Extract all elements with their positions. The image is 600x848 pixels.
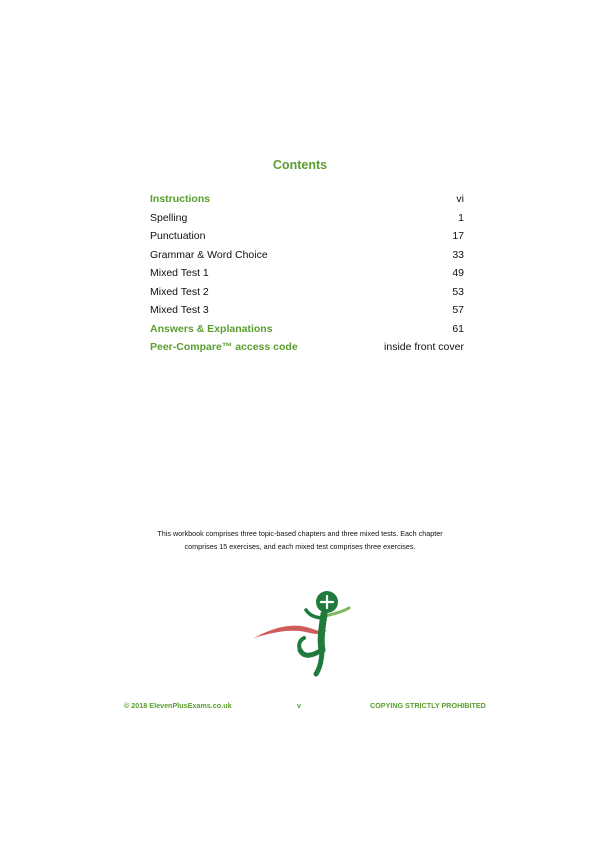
toc-entry-label: Grammar & Word Choice (150, 248, 268, 261)
workbook-note-line-1: This workbook comprises three topic-based chapters and three mixed tests. Each chapter (157, 529, 443, 538)
toc-entry-grammar[interactable] (150, 249, 464, 268)
contents-list (150, 193, 464, 360)
footer-copyright: © 2018 ElevenPlusExams.co.uk (124, 701, 232, 710)
runner-mascot-icon (252, 588, 352, 678)
toc-entry-label: Spelling (150, 211, 188, 224)
toc-entry-instructions[interactable] (150, 193, 464, 212)
toc-entry-label: Mixed Test 1 (150, 267, 209, 279)
toc-entry-spelling[interactable] (150, 212, 464, 231)
toc-entry-page: 57 (452, 304, 464, 316)
toc-entry-label: Mixed Test 3 (150, 304, 209, 316)
toc-entry-mixed-test-3[interactable] (150, 304, 464, 323)
toc-entry-mixed-test-2[interactable] (150, 286, 464, 305)
toc-entry-label: Answers & Explanations (150, 322, 273, 335)
toc-entry-page: vi (456, 193, 464, 205)
toc-entry-page: 53 (452, 285, 464, 298)
workbook-note (0, 527, 600, 553)
toc-entry-label: Punctuation (150, 230, 206, 242)
toc-entry-page: 33 (452, 248, 464, 261)
toc-entry-label: Mixed Test 2 (150, 285, 209, 298)
contents-title: Contents (272, 158, 328, 172)
toc-entry-page: 49 (452, 267, 464, 279)
footer-copy-notice: COPYING STRICTLY PROHIBITED (370, 701, 486, 710)
toc-entry-page: inside front cover (384, 341, 464, 353)
toc-entry-peer-compare[interactable] (150, 341, 464, 360)
toc-entry-page: 17 (452, 230, 464, 242)
toc-entry-punctuation[interactable] (150, 230, 464, 249)
toc-entry-page: 61 (452, 322, 464, 335)
toc-entry-answers[interactable] (150, 323, 464, 342)
toc-entry-page: 1 (458, 211, 464, 224)
toc-entry-label: Instructions (150, 193, 211, 205)
toc-entry-mixed-test-1[interactable] (150, 267, 464, 286)
footer-page-number: v (297, 701, 301, 710)
toc-entry-label: Peer-Compare™ access code (150, 341, 298, 353)
workbook-note-line-2: comprises 15 exercises, and each mixed test comprises three exercises. (184, 542, 416, 551)
